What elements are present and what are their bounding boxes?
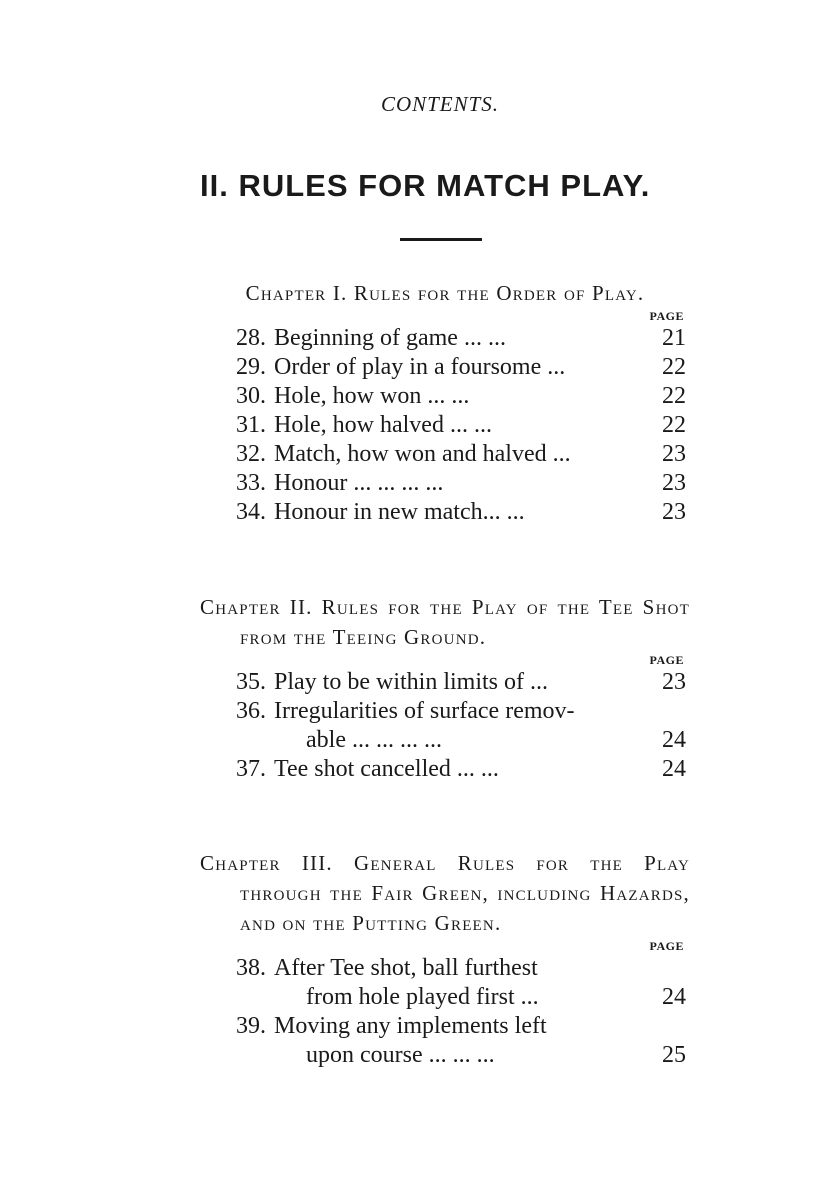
entry-title: able ... ... ... ... xyxy=(306,727,442,753)
entry-title: Moving any implements left xyxy=(274,1013,547,1039)
entry-title: Hole, how halved ... ... xyxy=(274,412,492,438)
entry-page: 23 xyxy=(662,470,686,496)
chapter-3 xyxy=(200,848,690,1070)
chapter-heading: Chapter III. General Rules for the Play through the Fair Green, including Hazards, and on the Putting Green. xyxy=(200,851,690,935)
toc-entry xyxy=(200,353,690,382)
entry-page: 23 xyxy=(662,441,686,467)
toc-entry xyxy=(200,954,690,983)
entry-number: 35. xyxy=(236,669,266,695)
entry-page: 23 xyxy=(662,669,686,695)
page-column-label: PAGE xyxy=(649,653,684,667)
chapter-1 xyxy=(200,278,690,527)
entry-number: 36. xyxy=(236,698,266,724)
entry-title: Honour ... ... ... ... xyxy=(274,470,444,496)
toc-entry xyxy=(200,755,690,784)
toc-entry xyxy=(200,411,690,440)
running-head: CONTENTS. xyxy=(380,92,500,116)
toc-entry xyxy=(200,469,690,498)
chapter-2 xyxy=(200,592,690,784)
entry-title: Hole, how won ... ... xyxy=(274,383,470,409)
entry-title: from hole played first ... xyxy=(306,984,539,1010)
entry-number: 33. xyxy=(236,470,266,496)
entry-page: 21 xyxy=(662,325,686,351)
entry-number: 39. xyxy=(236,1013,266,1039)
toc-entry-continuation xyxy=(200,1041,690,1070)
toc-entry-continuation xyxy=(200,726,690,755)
entry-title: Order of play in a foursome ... xyxy=(274,354,566,380)
toc-entry xyxy=(200,668,690,697)
entry-number: 34. xyxy=(236,499,266,525)
entry-page: 25 xyxy=(662,1042,686,1068)
entry-title: Match, how won and halved ... xyxy=(274,441,571,467)
entry-number: 37. xyxy=(236,756,266,782)
divider-rule xyxy=(400,238,482,241)
entry-page: 22 xyxy=(662,383,686,409)
toc-entry xyxy=(200,440,690,469)
entry-page: 24 xyxy=(662,984,686,1010)
chapter-heading: Chapter II. Rules for the Play of the Tee Shot from the Teeing Ground. xyxy=(200,595,690,649)
entry-title: After Tee shot, ball furthest xyxy=(274,955,538,981)
page-column-label: PAGE xyxy=(649,939,684,953)
entry-title: Play to be within limits of ... xyxy=(274,669,548,695)
page-column-label: PAGE xyxy=(649,309,684,323)
toc-entry xyxy=(200,324,690,353)
part-title: II. RULES FOR MATCH PLAY. xyxy=(200,168,651,203)
entry-title: Beginning of game ... ... xyxy=(274,325,506,351)
toc-entry xyxy=(200,498,690,527)
entry-page: 22 xyxy=(662,354,686,380)
entry-number: 32. xyxy=(236,441,266,467)
entry-number: 28. xyxy=(236,325,266,351)
entry-title: Honour in new match... ... xyxy=(274,499,525,525)
entry-page: 22 xyxy=(662,412,686,438)
chapter-heading: Chapter I. Rules for the Order of Play. xyxy=(245,281,645,305)
entry-title: Tee shot cancelled ... ... xyxy=(274,756,499,782)
toc-entry xyxy=(200,697,690,726)
entry-number: 29. xyxy=(236,354,266,380)
entry-number: 38. xyxy=(236,955,266,981)
toc-entry xyxy=(200,382,690,411)
entry-number: 31. xyxy=(236,412,266,438)
toc-entry xyxy=(200,1012,690,1041)
entry-number: 30. xyxy=(236,383,266,409)
entry-page: 24 xyxy=(662,756,686,782)
entry-page: 24 xyxy=(662,727,686,753)
toc-entry-continuation xyxy=(200,983,690,1012)
entry-page: 23 xyxy=(662,499,686,525)
entry-title: upon course ... ... ... xyxy=(306,1042,495,1068)
entry-title: Irregularities of surface remov- xyxy=(274,698,575,724)
